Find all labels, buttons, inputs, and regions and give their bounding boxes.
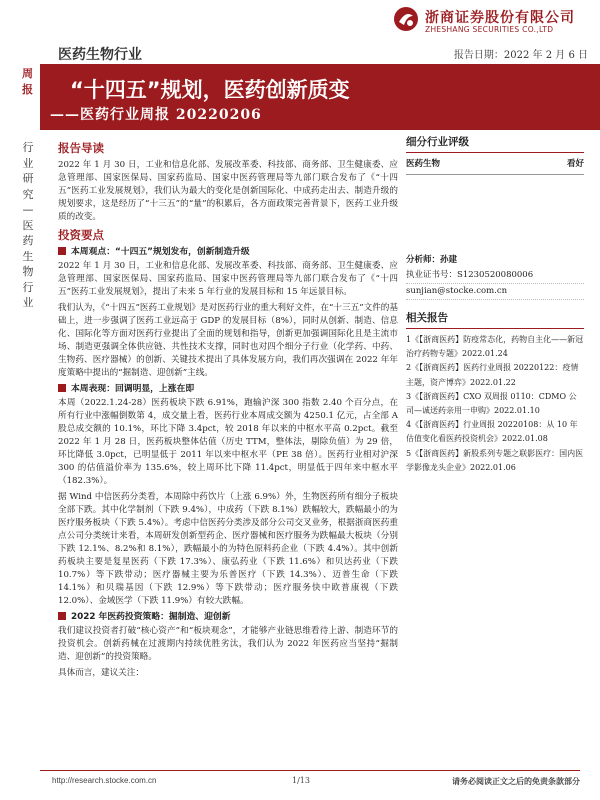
paragraph: 具体而言，建议关注： (58, 668, 144, 678)
paragraph: 2022 年 1 月 30 日，工业和信息化部、发展改革委、科技部、商务部、卫生健康委、应急管理部、国家医保局、国家药监局、国家中医药管理局等九部门联合发布了《“十四五”医药工业发展规划》，提出了未来 5 年行业的发展目标和 15 年远景目标。 (58, 261, 398, 297)
analyst-cert: 执业证书号：S1230520080006 (406, 268, 584, 284)
point-heading-performance (58, 383, 398, 396)
point-heading-strategy (58, 611, 398, 624)
zheshang-logo-icon (393, 6, 419, 32)
point-title: 本周观点：“十四五”规划发布，创新制造升级 (71, 247, 250, 257)
analyst-spacer (406, 175, 584, 251)
report-date: 报告日期：2022 年 2 月 6 日 (453, 50, 588, 61)
footer-divider (40, 770, 580, 771)
rating-heading: 细分行业评级 (406, 134, 584, 153)
analyst-name-line (406, 253, 584, 268)
related-item[interactable]: 2《【浙商医药】医药行业周报 20220122：疫情主题，资产博弈》2022.01.22 (406, 363, 579, 387)
main-content (58, 138, 398, 683)
points-heading: 投资要点 (58, 228, 104, 242)
company-name-cn: 浙商证券股份有限公司 (425, 10, 575, 26)
paragraph: 本周（2022.1.24-28）医药板块下跌 6.91%，跑输沪深 300 指数 2.40 个百分点，在所有行业中涨幅倒数第 4，成交量上看，医药行业本周成交额为 4250.1 亿元，占全部 A 股总成交额的 10.1%，环比下降 3.4pct，较 2018 年以来的中枢水平高 0.2pct。截至 2022 年 1 月 28 日，医药板块整体估值（历史 TTM，整体法，剔除负值）为 29 倍，环比降低 3.0pct，已明显低于 2011 年以来中枢水平（PE 38 倍）。医药行业相对沪深 300 的估值溢价率为 135.6%，较上周环比下降 11.4pct，明显低于四年来中枢水平（182.3%）。 (58, 398, 398, 486)
guide-paragraph: 2022 年 1 月 30 日，工业和信息化部、发展改革委、科技部、商务部、卫生健康委、应急管理部、国家医保局、国家药监局、国家中医药管理局等九部门联合发布了《“十四五”医药工业发展规划》，我们认为最大的变化是创新国际化、中成药走出去、制造升级的规划要求，这是经历了“十三五”的“量”的积累后，各方面政策完善背景下，医药工业升级质的改变。 (58, 160, 398, 222)
point-heading-view (58, 246, 398, 259)
paragraph: 我们建议投资者打破“核心资产”和“板块观念”，才能够产业链思维看待上游、制造环节的投资机会。创新药械在过渡期内持续优胜劣汰，我们认为 2022 年医药应当坚持“掘制造、迎创新”的投资策略。 (58, 626, 398, 662)
square-bullet-icon (58, 384, 66, 392)
square-bullet-icon (58, 247, 66, 255)
paragraph: 据 Wind 中信医药分类看，本周除中药饮片（上涨 6.9%）外，生物医药所有细分子板块全部下跌。其中化学制剂（下跌 9.4%），中成药（下跌 8.1%）跌幅较大，跌幅最小的为医疗服务板块（下跌 5.4%）。考虑中信医药分类涉及部分公司交叉业务，根据浙商医药重点公司分类统计来看，本周研发创新型药企、医疗器械和医疗服务为跌幅最大板块（分别下跌 12.1%、8.2%和 8.1%），跌幅最小的为特色原料药企业（下跌 4.4%）。其中创新药板块主要是复星医药（下跌 17.3%）、康弘药业（下跌 11.6%）和贝达药业（下跌 10.7%）等下跌带动；医疗器械主要为乐普医疗（下跌 14.3%）、迈普生命（下跌 14.1%）和贝瑞基因（下跌 12.9%）等下跌带动；医疗服务快中欧普康视（下跌 12.0%）、金域医学（下跌 11.9%）有较大跌幅。 (58, 492, 398, 606)
report-category-vertical: 行业研究—医药生物行业 (22, 141, 34, 309)
page-number: 1/13 (292, 776, 310, 785)
rating-value: 看好 (566, 159, 584, 169)
related-heading: 相关报告 (406, 310, 584, 329)
point-title: 2022 年医药投资策略：掘制造、迎创新 (71, 612, 231, 622)
analyst-name: 孙建 (440, 255, 458, 265)
footer-url[interactable]: http://research.stocke.com.cn (52, 776, 157, 785)
right-sidebar (406, 134, 584, 475)
related-item[interactable]: 3《【浙商医药】CXO 双周报 0110：CDMO 公司—诚送药亲用一申购》2022.01.10 (406, 391, 577, 416)
analyst-email[interactable]: sunjian@stocke.com.cn (406, 284, 584, 300)
related-item[interactable]: 1《【浙商医药】防疫常态化，药物自主化——新冠治疗药物专题》2022.01.24 (406, 335, 584, 359)
square-bullet-icon (58, 612, 66, 620)
point-title: 本周表现：回调明显，上涨在即 (71, 384, 195, 394)
related-list (406, 333, 584, 475)
related-item[interactable]: 4《【浙商医药】行业周报 20220108：从 10 年估值变化看医药投资机会》2022.01.08 (406, 420, 578, 444)
report-type-label: 周报 (22, 67, 33, 96)
paragraph: 我们认为，《“十四五”医药工业规划》是对医药行业的重大利好文件，在“十三五”文件的基础上，进一步强调了医药工业远高于 GDP 的发展目标（8%），同时从创新、制造、信息化、国际化等方面对医药行业提出了全面的规划和指导，创新更加强调国际化且是主流市场、制造更强调全体供应链、共性技术支撑，同时也对四个细分子行业（化学药、中药、生物药、医疗器械）的创新、关键技术提出了具体发展方向，我们再次强调在 2022 年年度策略中提出的“掘制造、迎创新”主线。 (58, 303, 398, 378)
report-title: “十四五”规划，医药创新质变 (70, 78, 350, 102)
rating-row (406, 153, 584, 175)
company-logo (393, 5, 598, 37)
disclaimer-notice: 请务必阅读正文之后的免责条款部分 (452, 776, 580, 786)
industry-label: 医药生物行业 (58, 47, 142, 63)
company-name-en: ZHESHANG SECURITIES CO.,LTD (425, 25, 554, 34)
guide-heading: 报告导读 (58, 141, 104, 155)
report-subtitle: ——医药行业周报 20220206 (50, 107, 262, 123)
related-item[interactable]: 5《【浙商医药】新股系列专题之联影医疗：国内医学影像龙头企业》2022.01.06 (406, 448, 584, 472)
rating-sector: 医药生物 (406, 159, 441, 169)
analyst-label: 分析师： (406, 255, 441, 265)
